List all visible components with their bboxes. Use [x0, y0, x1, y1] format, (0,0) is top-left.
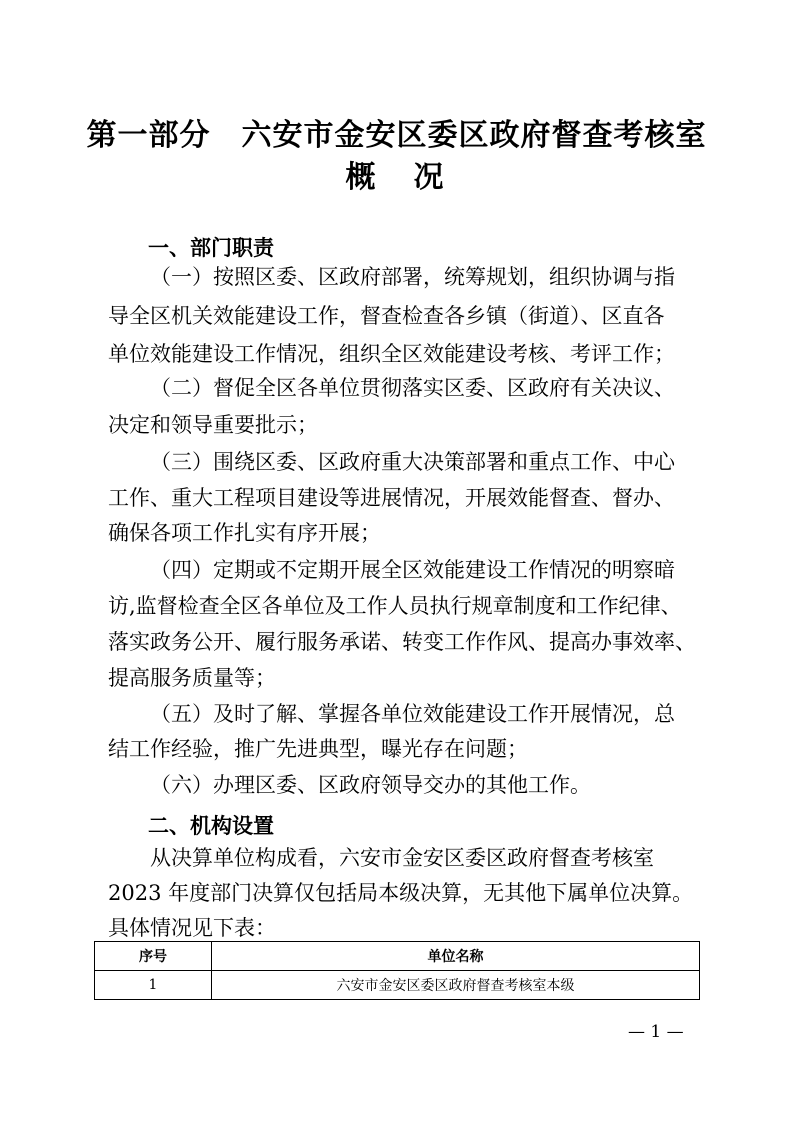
section-heading-org: 二、机构设置 [148, 814, 274, 838]
paragraph-line: （四）定期或不定期开展全区效能建设工作情况的明察暗 [150, 558, 675, 582]
document-title-line2: 概 况 [345, 160, 448, 195]
paragraph-line: 访,监督检查全区各单位及工作人员执行规章制度和工作纪律、 [108, 594, 682, 618]
paragraph-line: 落实政务公开、履行服务承诺、转变工作作风、提高办事效率、 [108, 630, 696, 654]
paragraph-line: （六）办理区委、区政府领导交办的其他工作。 [150, 773, 591, 797]
paragraph-line: 结工作经验，推广先进典型，曝光存在问题； [108, 737, 528, 761]
paragraph-line: 工作、重大工程项目建设等进展情况，开展效能督查、督办、 [108, 486, 675, 510]
paragraph-line: 决定和领导重要批示； [108, 413, 318, 437]
table-header-unit-name: 单位名称 [212, 942, 700, 971]
paragraph-line: 具体情况见下表： [108, 916, 276, 940]
paragraph-line: （三）围绕区委、区政府重大决策部署和重点工作、中心 [150, 450, 675, 474]
paragraph-line: 提高服务质量等； [108, 666, 276, 690]
paragraph-line: 从决算单位构成看，六安市金安区委区政府督查考核室 [150, 846, 654, 870]
table-cell-unit-name: 六安市金安区委区政府督查考核室本级 [212, 971, 700, 1000]
page-number: — 1 — [628, 1022, 684, 1042]
paragraph-line: （一）按照区委、区政府部署，统筹规划，组织协调与指 [150, 265, 675, 289]
paragraph-line: 导全区机关效能建设工作，督查检查各乡镇（街道）、区直各 [108, 304, 665, 328]
table-cell-index: 1 [95, 971, 212, 1000]
unit-table [94, 941, 700, 1000]
table-row [95, 971, 700, 1000]
paragraph-line: 2023 年度部门决算仅包括局本级决算，无其他下属单位决算。 [108, 881, 694, 905]
document-title-line1: 第一部分 六安市金安区委区政府督查考核室 [86, 118, 707, 153]
paragraph-line: （二）督促全区各单位贯彻落实区委、区政府有关决议、 [150, 376, 675, 400]
section-heading-duties: 一、部门职责 [148, 236, 274, 260]
table-header-index: 序号 [95, 942, 212, 971]
paragraph-line: （五）及时了解、掌握各单位效能建设工作开展情况，总 [150, 702, 675, 726]
paragraph-line: 确保各项工作扎实有序开展； [108, 521, 381, 545]
paragraph-line: 单位效能建设工作情况，组织全区效能建设考核、考评工作； [108, 342, 675, 366]
table-header-row [95, 942, 700, 971]
